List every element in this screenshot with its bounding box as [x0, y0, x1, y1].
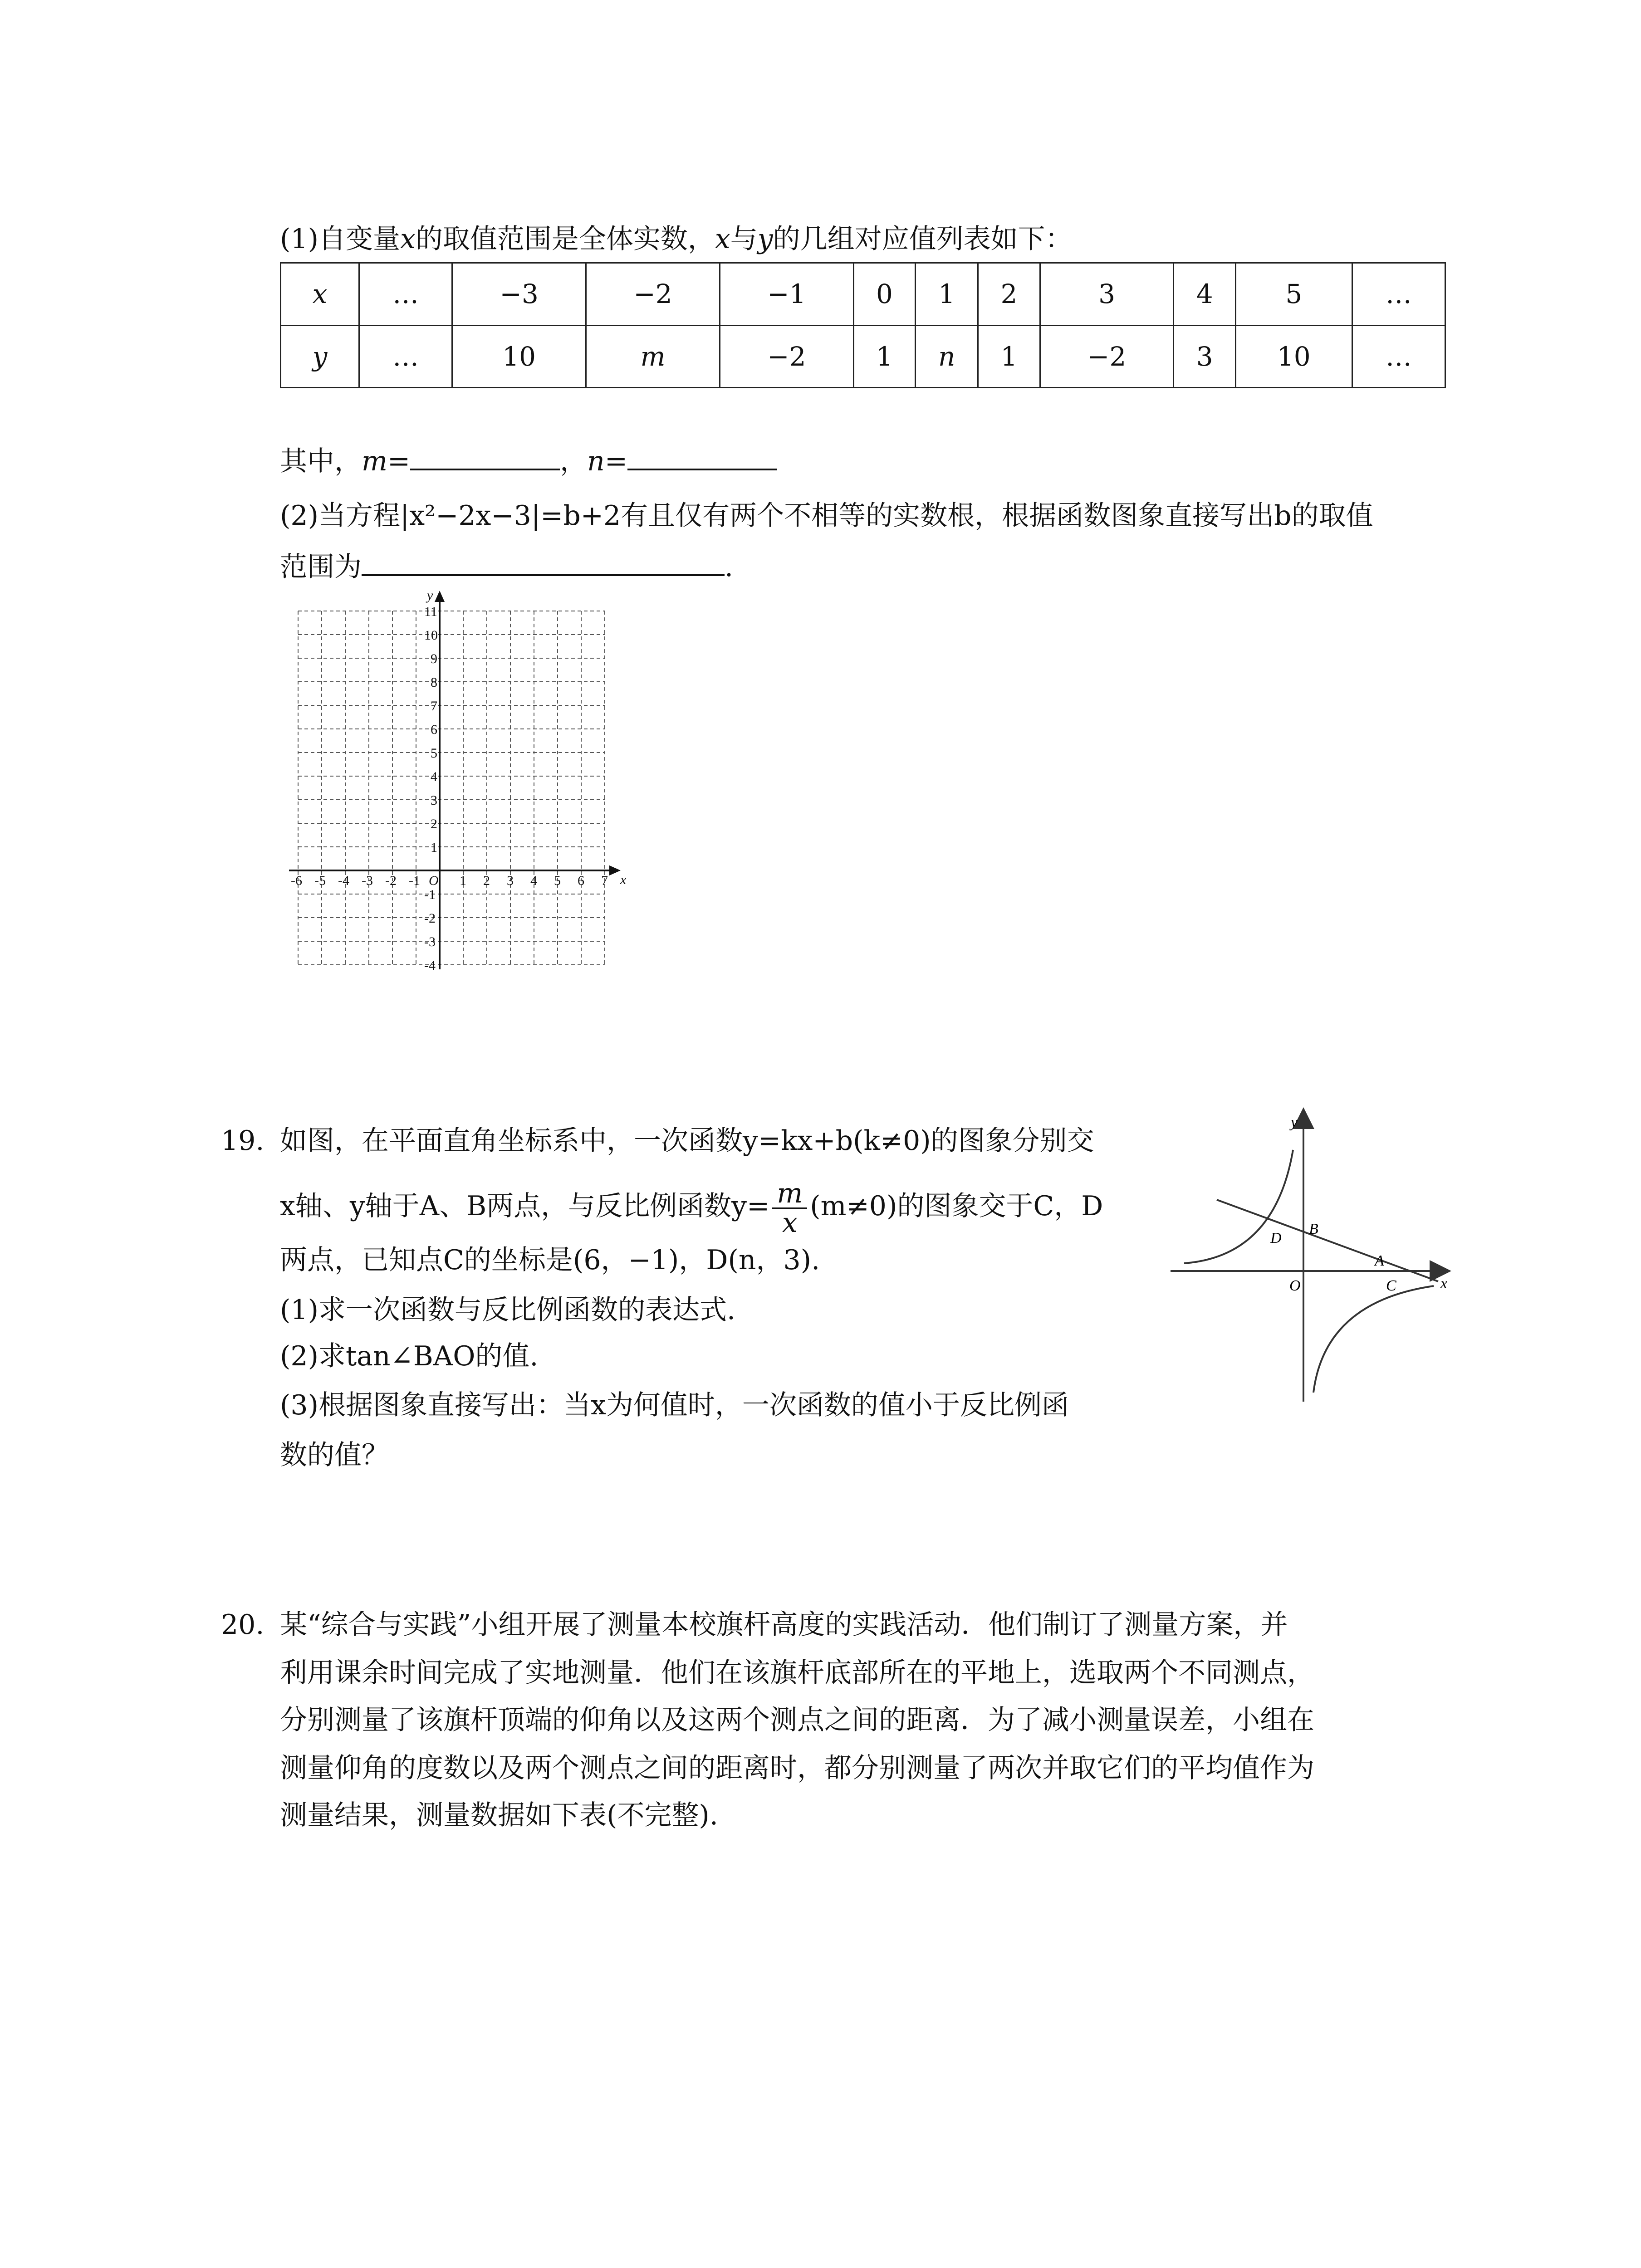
linear-function-line: [1217, 1200, 1438, 1281]
q19-line2: x轴、y轴于A、B两点，与反比例函数y= $\frac{m}{x}$ (m≠0)的图象交于C，D: [280, 1178, 1103, 1239]
q19-question2: (2)求tan∠BAO的值.: [280, 1340, 539, 1372]
y-tick-label: 1: [431, 840, 437, 855]
table-header-y: y: [281, 325, 359, 388]
y-tick-label: 5: [431, 746, 437, 761]
x-tick-label: -5: [314, 873, 326, 888]
y-tick-label: 3: [431, 793, 437, 808]
b-range-answer-blank[interactable]: [362, 548, 725, 576]
table-header-x: x: [281, 263, 359, 326]
y-axis-label: y: [427, 588, 433, 603]
q20-line: 某“综合与实践”小组开展了测量本校旗杆高度的实践活动．他们制订了测量方案，并: [280, 1609, 1288, 1641]
n-answer-blank[interactable]: [627, 442, 777, 470]
table-cell: 10: [1235, 325, 1352, 388]
table-cell: …: [359, 263, 452, 326]
y-tick-label: 8: [431, 675, 437, 690]
q19-question1: (1)求一次函数与反比例函数的表达式.: [280, 1294, 736, 1326]
y-tick-label: -2: [424, 911, 436, 926]
label-C: C: [1386, 1277, 1396, 1294]
table-cell: 0: [853, 263, 916, 326]
table-cell: 3: [1174, 325, 1236, 388]
y-tick-label: 2: [431, 816, 437, 831]
table-cell: …: [359, 325, 452, 388]
table-cell: 5: [1235, 263, 1352, 326]
table-cell: 1: [853, 325, 916, 388]
table-cell: 1: [978, 325, 1040, 388]
x-tick-label: 6: [578, 873, 584, 888]
y-tick-label: 7: [431, 699, 437, 714]
x-tick-label: 1: [460, 873, 466, 888]
table-cell: −2: [586, 263, 720, 326]
q20-number: 20.: [221, 1609, 265, 1641]
table-cell: …: [1352, 325, 1445, 388]
x-tick-label: 4: [530, 873, 537, 888]
q18-part2-line2: 范围为 .: [280, 548, 733, 585]
q19-line1: 如图，在平面直角坐标系中，一次函数y=kx+b(k≠0)的图象分别交: [280, 1125, 1094, 1157]
label-y: y: [1291, 1114, 1298, 1131]
q20-line: 测量仰角的度数以及两个测点之间的距离时，都分别测量了两次并取它们的平均值作为: [280, 1752, 1314, 1784]
y-tick-label: -3: [424, 934, 436, 949]
origin-label: O: [429, 873, 439, 888]
table-cell: 10: [452, 325, 586, 388]
y-tick-label: 11: [424, 604, 437, 619]
q19-figure: [1161, 1107, 1452, 1415]
x-tick-label: 3: [507, 873, 514, 888]
q19-question3: (3)根据图象直接写出：当x为何值时，一次函数的值小于反比例函: [280, 1389, 1069, 1421]
x-tick-label: -1: [409, 873, 420, 888]
table-cell: −2: [720, 325, 853, 388]
q19-number: 19.: [221, 1125, 265, 1157]
y-tick-label: 9: [431, 651, 437, 666]
table-row-y: [281, 325, 1445, 388]
y-arrow-icon: [436, 593, 443, 601]
y-tick-label: -1: [424, 887, 436, 902]
hyperbola-lower-branch: [1313, 1286, 1434, 1393]
q18-part2-line1: (2)当方程|x²−2x−3|=b+2有且仅有两个不相等的实数根，根据函数图象直接写出b的取值: [280, 500, 1373, 532]
y-tick-label: 10: [424, 628, 438, 643]
y-tick-label: 4: [431, 769, 437, 784]
label-D: D: [1270, 1230, 1282, 1246]
x-tick-label: 7: [601, 873, 608, 888]
q20-line: 测量结果，测量数据如下表(不完整).: [280, 1799, 718, 1831]
q20-line: 分别测量了该旗杆顶端的仰角以及这两个测点之间的距离．为了减小测量误差，小组在: [280, 1704, 1314, 1736]
x-arrow-icon: [610, 867, 618, 874]
table-cell: −1: [720, 263, 853, 326]
q18-part1-text: (1)自变量x的取值范围是全体实数，x与y的几组对应值列表如下：: [280, 223, 1073, 255]
x-tick-label: 5: [554, 873, 561, 888]
m-answer-blank[interactable]: [410, 442, 560, 470]
label-A: A: [1375, 1252, 1384, 1269]
label-x: x: [1440, 1275, 1448, 1292]
q19-line3: 两点，已知点C的坐标是(6，−1)，D(n，3).: [280, 1244, 820, 1276]
fraction: $\frac{m}{x}$: [772, 1179, 807, 1237]
table-cell: n: [916, 325, 978, 388]
table-cell: 3: [1040, 263, 1174, 326]
label-B: B: [1309, 1221, 1318, 1237]
q18-fill-line: 其中，m= ，n=: [280, 442, 777, 479]
x-tick-label: 2: [483, 873, 490, 888]
table-cell: m: [586, 325, 720, 388]
coordinate-grid: [272, 585, 649, 984]
x-axis-label: x: [620, 872, 627, 887]
x-tick-label: -3: [362, 873, 373, 888]
q20-line: 利用课余时间完成了实地测量．他们在该旗杆底部所在的平地上，选取两个不同测点，: [280, 1657, 1314, 1689]
label-O: O: [1289, 1277, 1301, 1294]
table-cell: 2: [978, 263, 1040, 326]
table-cell: −3: [452, 263, 586, 326]
table-cell: −2: [1040, 325, 1174, 388]
y-tick-label: -4: [424, 958, 436, 973]
x-tick-label: -6: [291, 873, 302, 888]
table-row-x: [281, 263, 1445, 326]
q19-question3-cont: 数的值？: [280, 1439, 389, 1471]
table-cell: 1: [916, 263, 978, 326]
value-table: [280, 262, 1446, 388]
y-tick-label: 6: [431, 722, 437, 737]
table-cell: …: [1352, 263, 1445, 326]
x-tick-label: -2: [385, 873, 397, 888]
x-tick-label: -4: [338, 873, 349, 888]
table-cell: 4: [1174, 263, 1236, 326]
